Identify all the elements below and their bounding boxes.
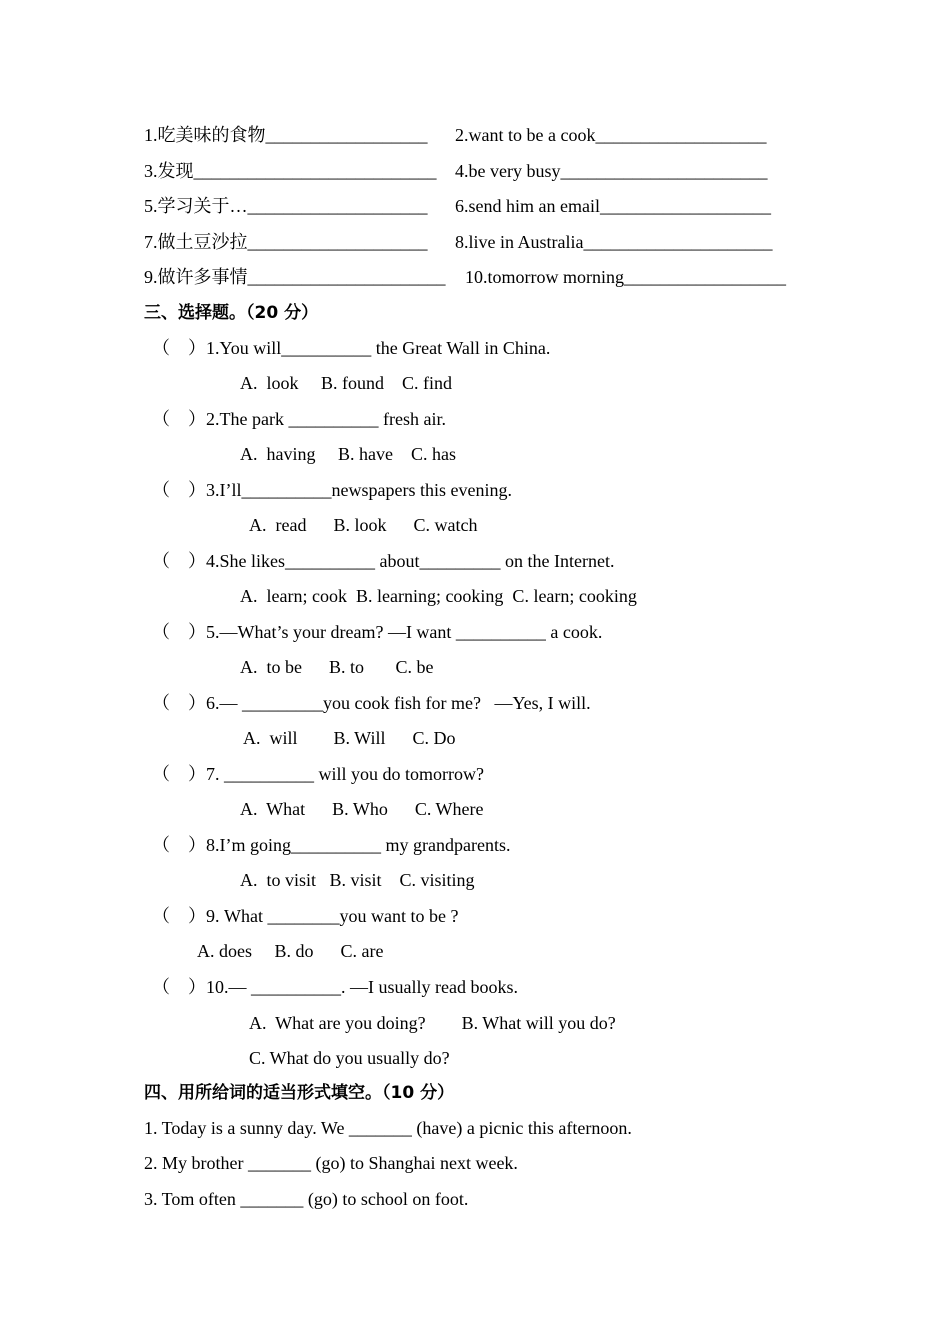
phrase-item: 1.吃美味的食物__________________: [144, 125, 428, 145]
question-stem: （ ）1.You will__________ the Great Wall in China.: [152, 338, 551, 358]
question-stem: （ ）4.She likes__________ about_________ on the Internet.: [152, 551, 615, 571]
question-stem: （ ）3.I’ll__________newspapers this evening.: [152, 480, 512, 500]
phrase-item: 5.学习关于…____________________: [144, 196, 428, 216]
fill-in-item: 1. Today is a sunny day. We _______ (have) a picnic this afternoon.: [144, 1118, 632, 1138]
phrase-item: 4.be very busy_______________________: [455, 161, 768, 181]
phrase-item: 8.live in Australia_____________________: [455, 232, 773, 252]
question-options: A. to be B. to C. be: [240, 657, 434, 677]
phrase-item: 6.send him an email___________________: [455, 196, 771, 216]
question-stem: （ ）8.I’m going__________ my grandparents.: [152, 835, 511, 855]
phrase-item: 7.做土豆沙拉____________________: [144, 232, 428, 252]
question-options: A. look B. found C. find: [240, 373, 453, 393]
question-options: A. to visit B. visit C. visiting: [240, 870, 475, 890]
question-options: A. What B. Who C. Where: [240, 799, 484, 819]
fill-in-item: 2. My brother _______ (go) to Shanghai next week.: [144, 1153, 518, 1173]
question-options: A. will B. Will C. Do: [243, 728, 456, 748]
question-stem: （ ）5.—What’s your dream? —I want __________ a cook.: [152, 622, 603, 642]
question-options: A. does B. do C. are: [197, 941, 384, 961]
phrase-item: 9.做许多事情______________________: [144, 267, 446, 287]
question-stem: （ ）10.— __________. —I usually read books.: [152, 977, 518, 997]
section-heading: 三、选择题。（20 分）: [144, 303, 319, 323]
phrase-item: 3.发现___________________________: [144, 161, 437, 181]
question-options: A. What are you doing? B. What will you do?: [249, 1013, 616, 1033]
section-heading: 四、用所给词的适当形式填空。（10 分）: [144, 1083, 455, 1103]
question-stem: （ ）7. __________ will you do tomorrow?: [152, 764, 484, 784]
question-options: C. What do you usually do?: [249, 1048, 450, 1068]
question-options: A. learn; cook B. learning; cooking C. learn; cooking: [240, 586, 637, 606]
phrase-item: 2.want to be a cook___________________: [455, 125, 767, 145]
phrase-item: 10.tomorrow morning__________________: [465, 267, 786, 287]
question-stem: （ ）9. What ________you want to be ?: [152, 906, 459, 926]
question-options: A. having B. have C. has: [240, 444, 456, 464]
question-options: A. read B. look C. watch: [249, 515, 478, 535]
question-stem: （ ）6.— _________you cook fish for me? —Yes, I will.: [152, 693, 591, 713]
fill-in-item: 3. Tom often _______ (go) to school on foot.: [144, 1189, 469, 1209]
question-stem: （ ）2.The park __________ fresh air.: [152, 409, 446, 429]
